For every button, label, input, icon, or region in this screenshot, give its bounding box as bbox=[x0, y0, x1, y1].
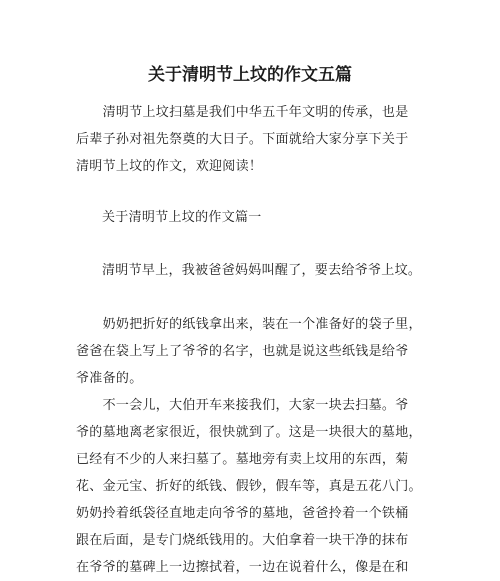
intro-line: 清明节上坟扫墓是我们中华五千年文明的传承，也是 bbox=[76, 105, 409, 120]
paragraph-two bbox=[76, 311, 426, 581]
paragraph-one bbox=[102, 257, 452, 284]
paragraph-line: 在爷爷的墓碑上一边擦拭着，一边在说着什么，像是在和 bbox=[76, 560, 409, 575]
intro-line: 后辈子孙对祖先祭奠的大日子。下面就给大家分享下关于 bbox=[76, 132, 409, 147]
paragraph-line: 奶奶把折好的纸钱拿出来，装在一个准备好的袋子里， bbox=[76, 317, 422, 332]
paragraph-line: 跟在后面，是专门烧纸钱用的。大伯拿着一块干净的抹布 bbox=[76, 533, 409, 548]
document-title: 关于清明节上坟的作文五篇 bbox=[148, 65, 352, 85]
section-heading bbox=[102, 204, 452, 231]
paragraph-line: 爸爸在袋上写上了爷爷的名字，也就是说这些纸钱是给爷 bbox=[76, 344, 409, 359]
paragraph-line: 奶奶拎着纸袋径直地走向爷爷的墓地，爸爸拎着一个铁桶 bbox=[76, 506, 409, 521]
section-heading-text: 关于清明节上坟的作文篇一 bbox=[102, 210, 262, 225]
paragraph-line: 爷准备的。 bbox=[76, 371, 143, 386]
intro-paragraph bbox=[76, 99, 426, 180]
paragraph-line: 已经有不少的人来扫墓了。墓地旁有卖上坟用的东西，菊 bbox=[76, 452, 409, 467]
intro-line: 清明节上坟的作文，欢迎阅读！ bbox=[76, 159, 263, 174]
paragraph-line: 清明节早上，我被爸爸妈妈叫醒了，要去给爷爷上坟。 bbox=[102, 263, 422, 278]
paragraph-line: 不一会儿，大伯开车来接我们，大家一块去扫墓。爷 bbox=[76, 398, 409, 413]
paragraph-line: 花、金元宝、折好的纸钱、假钞，假车等，真是五花八门。 bbox=[76, 479, 422, 494]
paragraph-line: 爷的墓地离老家很近，很快就到了。这是一块很大的墓地， bbox=[76, 425, 422, 440]
